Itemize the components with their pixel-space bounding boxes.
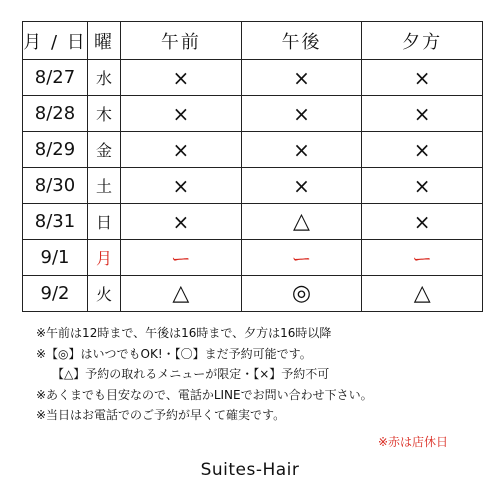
header-date: 月 / 日 (23, 22, 88, 60)
note-line: ※午前は12時まで、午後は16時まで、夕方は16時以降 (36, 326, 332, 340)
morning-cell: ー (121, 240, 242, 276)
afternoon-cell: △ (241, 204, 362, 240)
table-row (23, 204, 483, 240)
morning-cell: × (121, 132, 242, 168)
header-evening: 夕方 (362, 22, 483, 60)
table-row (23, 276, 483, 312)
morning-cell: △ (121, 276, 242, 312)
header-afternoon: 午後 (241, 22, 362, 60)
day-cell: 日 (88, 204, 121, 240)
note-line: ※【◎】はいつでもOK!・【〇】まだ予約可能です。 (36, 346, 312, 361)
date-cell: 9/2 (23, 276, 88, 312)
date-cell: 8/29 (23, 132, 88, 168)
date-cell: 8/31 (23, 204, 88, 240)
day-cell: 土 (88, 168, 121, 204)
day-cell: 木 (88, 96, 121, 132)
evening-cell: × (362, 204, 483, 240)
morning-cell: × (121, 204, 242, 240)
note-line: ※あくまでも目安なので、電話かLINEでお問い合わせ下さい。 (36, 387, 373, 402)
header-row (23, 22, 483, 60)
header-day: 曜 (88, 22, 121, 60)
afternoon-cell: × (241, 60, 362, 96)
evening-cell: × (362, 132, 483, 168)
brand-name: Suites-Hair (200, 460, 300, 480)
afternoon-cell: × (241, 168, 362, 204)
schedule-table (22, 21, 483, 312)
table-row-holiday (23, 240, 483, 276)
afternoon-cell: × (241, 132, 362, 168)
evening-cell: × (362, 168, 483, 204)
table-row (23, 60, 483, 96)
day-cell: 月 (88, 240, 121, 276)
date-cell: 8/28 (23, 96, 88, 132)
morning-cell: × (121, 60, 242, 96)
note-line: ※当日はお電話でのご予約が早くて確実です。 (36, 408, 286, 422)
evening-cell: ー (362, 240, 483, 276)
closed-day-note: ※赤は店休日 (378, 435, 449, 449)
notes (36, 323, 373, 426)
day-cell: 金 (88, 132, 121, 168)
morning-cell: × (121, 96, 242, 132)
table-row (23, 168, 483, 204)
evening-cell: × (362, 60, 483, 96)
evening-cell: × (362, 96, 483, 132)
afternoon-cell: ー (241, 240, 362, 276)
header-morning: 午前 (121, 22, 242, 60)
afternoon-cell: × (241, 96, 362, 132)
evening-cell: △ (362, 276, 483, 312)
date-cell: 8/27 (23, 60, 88, 96)
table-row (23, 96, 483, 132)
date-cell: 9/1 (23, 240, 88, 276)
morning-cell: × (121, 168, 242, 204)
day-cell: 水 (88, 60, 121, 96)
note-line: 【△】予約の取れるメニューが限定・【×】予約不可 (52, 367, 330, 381)
table-row (23, 132, 483, 168)
day-cell: 火 (88, 276, 121, 312)
date-cell: 8/30 (23, 168, 88, 204)
afternoon-cell: ◎ (241, 276, 362, 312)
